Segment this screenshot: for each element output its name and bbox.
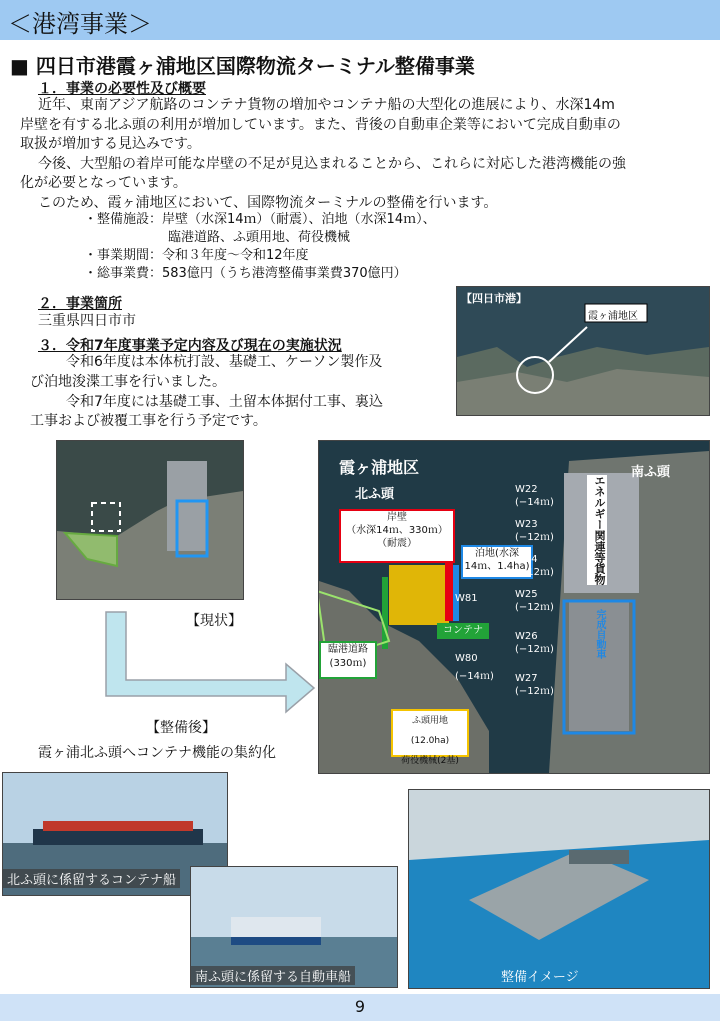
yard-callout [391,709,469,766]
current-caption: 【現状】 [186,613,242,629]
status-line2: び泊地浚渫工事を行いました。 [30,374,226,390]
car-ship-photo [190,866,398,988]
bullet-period: ・事業期間：令和３年度～令和12年度 [84,248,309,263]
berth-item: W24 (−12ｍ) [515,554,554,578]
berth-item: W23 (−12ｍ) [515,519,554,543]
status-line1: 令和6年度は本体杭打設、基礎工、ケーソン製作及 [66,354,383,370]
location-map [456,286,710,416]
quay-spec: （水深14ｍ、330ｍ） [346,525,448,536]
para3: このため、霞ヶ浦地区において、国際物流ターミナルの整備を行います。 [38,195,498,211]
para2b: 化が必要となっています。 [20,175,187,191]
quay-title: 岸壁 [387,512,407,523]
berth-item: W26 (−12ｍ) [515,631,554,655]
bullet-cost: ・総事業費：583億円（うち港湾整備事業費370億円） [84,266,407,281]
south-pier-label: 南ふ頭 [631,465,671,480]
transition-arrow [96,606,321,714]
para2: 今後、大型船の着岸可能な岸壁の不足が見込まれることから、これらに対応した港湾機能の強 [38,156,626,172]
location-map-callout: 霞ヶ浦地区 [588,311,638,322]
cars-label: 完成自動車 [594,609,605,659]
road-label: 臨港道路 [328,644,368,655]
berth-w80-depth: (−14ｍ) [455,671,494,682]
section1-heading: １．事業の必要性及び概要 [38,81,206,97]
car-ship-caption: 南ふ頭に係留する自動車船 [191,966,355,985]
status-line3: 令和7年度には基礎工事、土留本体据付工事、裏込 [66,394,383,410]
cranes-label: 荷役機械(2基) [401,756,459,766]
current-map [56,440,244,600]
location-map-graphic [457,287,709,415]
yard-label: ふ頭用地(12.0ha) [410,716,450,746]
plan-area-title: 霞ヶ浦地区 [339,458,420,477]
header-title: ＜港湾事業＞ [8,10,152,38]
page-number: 9 [354,997,366,1016]
bullet-facilities-cont: 臨港道路、ふ頭用地、荷役機械 [168,230,351,245]
rendering-caption: 整備イメージ [501,970,579,985]
footer-bar [0,994,720,1021]
location-map-tag: 【四日市港】 [461,292,527,305]
rendering-image [408,789,710,989]
berth-w81: W81 [455,593,478,604]
bullet-facilities: ・整備施設：岸壁（水深14ｍ）（耐震）、泊地（水深14ｍ）、 [84,212,436,227]
berth-list [515,483,554,707]
after-caption: 【整備後】 [146,720,216,736]
anchorage-spec: 14ｍ、1.4ha) [464,561,530,572]
location-text: 三重県四日市市 [38,313,136,329]
quay-callout [339,509,455,563]
container-ship-caption: 北ふ頭に係留するコンテナ船 [3,869,180,888]
para1c: 取扱が増加する見込みです。 [20,136,201,152]
para1: 近年、東南アジア航路のコンテナ貨物の増加やコンテナ船の大型化の進展により、水深14m [38,97,615,113]
para1b: 岸壁を有する北ふ頭の利用が増加しています。また、背後の自動車企業等において完成自動車の [20,117,621,133]
section3-heading: ３．令和7年度事業予定内容及び現在の実施状況 [38,338,342,354]
berth-w80: W80 [455,653,478,664]
road-callout [319,641,377,679]
road-length: (330ｍ) [329,658,367,669]
energy-cargo-label: エネルギー関連等貨物 [587,475,607,585]
container-label: コンテナ [437,623,489,639]
rendering-graphic [409,790,709,988]
anchorage-label: 泊地(水深 [475,548,519,559]
current-map-graphic [57,441,243,599]
berth-item: W25 (−12ｍ) [515,589,554,613]
header-bar [0,0,720,40]
after-summary: 霞ヶ浦北ふ頭へコンテナ機能の集約化 [38,745,276,761]
north-pier-label: 北ふ頭 [355,487,395,502]
quay-seismic: （耐震） [377,538,417,549]
page-title: ■ 四日市港霞ヶ浦地区国際物流ターミナル整備事業 [10,54,475,78]
section2-heading: ２．事業箇所 [38,296,122,312]
plan-map [318,440,710,774]
status-line4: 工事および被覆工事を行う予定です。 [30,413,267,429]
berth-item: W22 (−14ｍ) [515,484,554,508]
berth-item: W27 (−12ｍ) [515,673,554,697]
